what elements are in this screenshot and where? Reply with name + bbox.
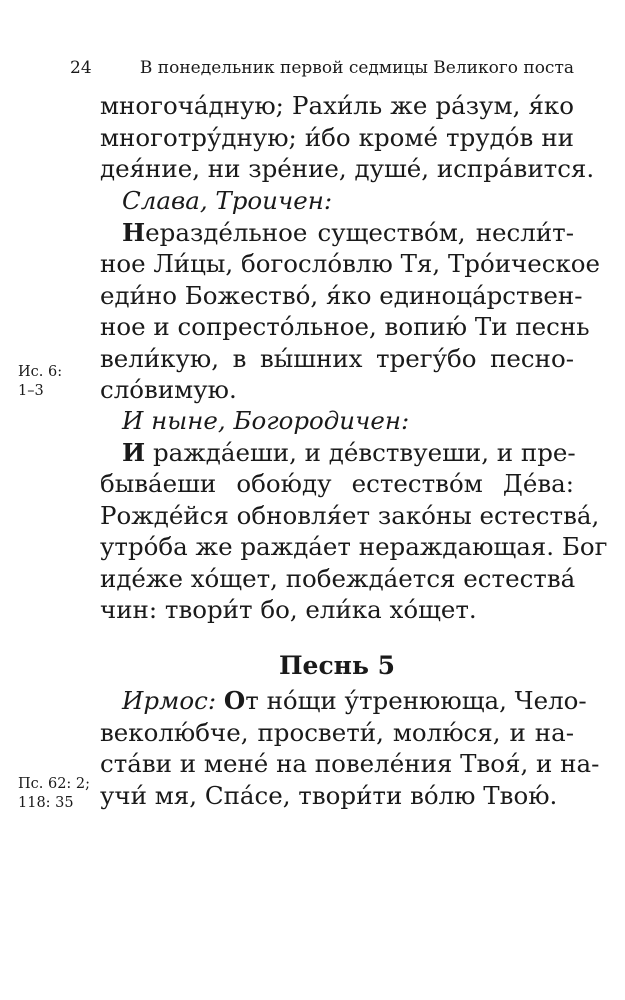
i-nyne-label: И ныне, Богородичен: [122,406,410,435]
text-line [100,217,574,249]
text-line: быва́еши обою́ду естество́м Де́ва: [100,469,574,498]
first-line-text: т но́щи у́тренююща, Чело- [245,686,587,715]
irmos-section [100,685,600,811]
bogorodichen-section [100,405,608,626]
text-line: сло́вимую. [100,375,237,404]
text-line: чин: твори́т бо, ели́ка хо́щет. [100,595,477,624]
text-line: утро́ба же ражда́ет нераждающая. Бог [100,532,608,561]
text-line: ное и сопресто́льное, вопию́ Ти песнь [100,312,590,341]
text-line: учи́ мя, Спа́се, твори́ти во́лю Твою́. [100,780,558,810]
text-line: дея́ние, ни зре́ние, душе́, испра́вится. [100,154,595,183]
text-line: еди́но Божество́, я́ко единоца́рствен- [100,280,583,310]
text-line: ста́ви и мене́ на повеле́ния Твоя́, и на- [100,749,600,778]
text-line: ное Ли́цы, богосло́влю Тя, Тро́ическое [100,249,601,278]
margin-note-isaiah [18,363,96,401]
margin-note-line: 118: 35 [18,795,74,811]
text-line [100,437,574,469]
drop-initial: И [122,437,146,467]
page-number: 24 [70,58,92,78]
running-header: В понедельник первой седмицы Великого поста [139,58,574,78]
text-line: иде́же хо́щет, побежда́ется естества́ [100,563,576,593]
song-heading: Песнь 5 [278,651,396,680]
first-line-text: ражда́еши, и де́вствуеши, и пре- [145,437,576,467]
margin-note-line: Ис. 6: [18,364,63,380]
text-line: вели́кую, в вы́шних трегу́бо песно- [100,343,574,373]
drop-initial: Н [122,217,146,247]
first-line-text: еразде́льное существо́м, несли́т- [145,217,574,247]
drop-initial: О [223,686,246,715]
margin-note-line: Пс. 62: 2; [18,776,91,792]
text-line [100,685,587,717]
irmos-label: Ирмос: [122,686,217,715]
text-line: многоча́дную; Рахи́ль же ра́зум, я́ко [100,91,574,120]
text-line: веколю́бче, просвети́, молю́ся, и на- [100,717,574,747]
margin-note-psalm [18,775,96,813]
slava-label: Слава, Троичен: [122,186,333,215]
margin-note-line: 1–3 [18,383,44,399]
text-line: многотру́дную; и́бо кроме́ трудо́в ни [100,122,574,152]
verse-continuation [100,90,595,185]
text-line: Рожде́йся обновля́ет зако́ны естества́, [100,500,600,530]
troichen-section [100,185,601,406]
